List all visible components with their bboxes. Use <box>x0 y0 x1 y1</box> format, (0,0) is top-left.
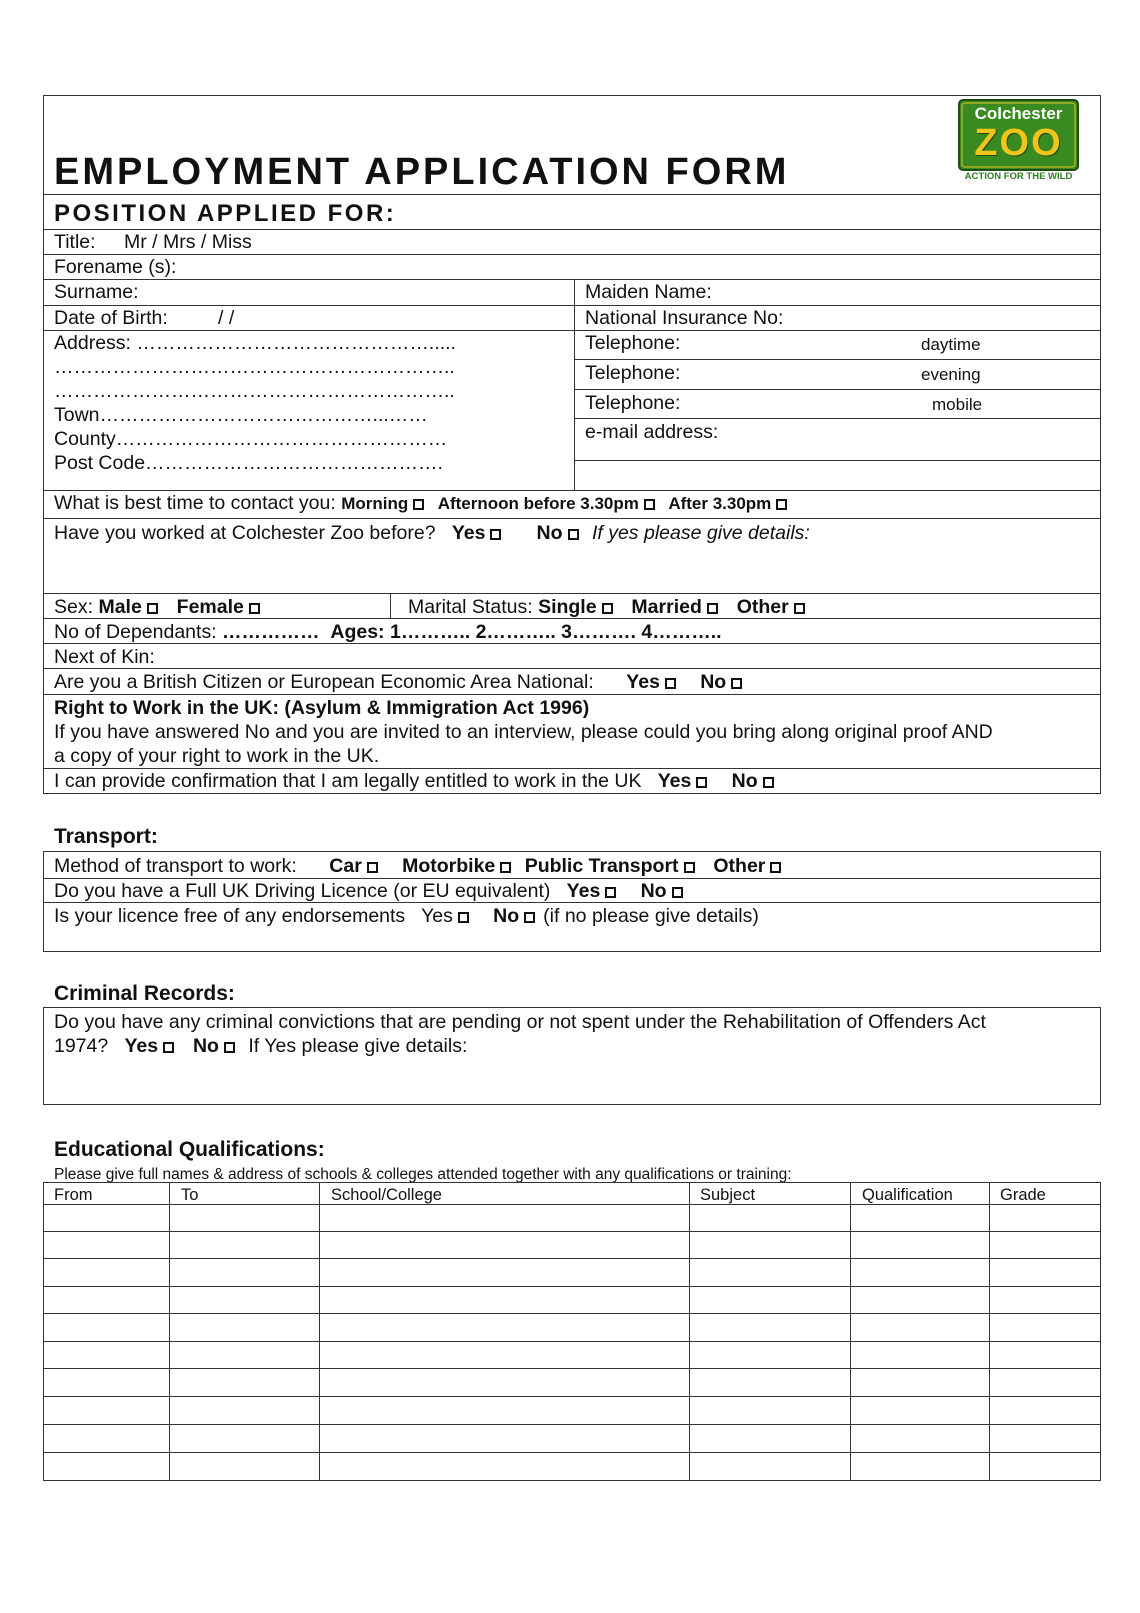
dob-slashes: / / <box>218 307 235 329</box>
transport-other-checkbox[interactable] <box>770 862 781 873</box>
motorbike-checkbox[interactable] <box>500 862 511 873</box>
citizen-yes-checkbox[interactable] <box>665 678 676 689</box>
motorbike-option: Motorbike <box>402 855 496 877</box>
citizen-row <box>54 671 750 693</box>
logo-tagline: ACTION FOR THE WILD <box>964 171 1073 182</box>
dependants-ages: Ages: 1……….. 2……….. 3………. 4……….. <box>330 621 722 643</box>
criminal-answer-row <box>54 1035 467 1057</box>
marital-other-checkbox[interactable] <box>794 603 805 614</box>
divider <box>574 460 1101 461</box>
colchester-zoo-logo <box>958 99 1079 183</box>
table-row-divider <box>43 1231 1101 1232</box>
column-header-school: School/College <box>331 1186 442 1204</box>
marital-label: Marital Status: <box>408 596 533 618</box>
divider <box>43 618 1101 619</box>
table-column-divider <box>689 1182 690 1481</box>
table-column-divider <box>169 1182 170 1481</box>
worked-before-details: If yes please give details: <box>591 522 810 544</box>
title-label: Title: <box>54 231 96 253</box>
dependants-dots: …………… <box>222 621 320 643</box>
table-column-divider <box>989 1182 990 1481</box>
divider <box>43 229 1101 230</box>
next-of-kin-field[interactable]: Next of Kin: <box>54 646 155 668</box>
married-checkbox[interactable] <box>707 603 718 614</box>
car-option: Car <box>329 855 362 877</box>
column-header-from: From <box>54 1186 93 1204</box>
licence-yes-checkbox[interactable] <box>605 887 616 898</box>
county-field[interactable]: County…………………………………………… <box>54 428 448 450</box>
logo-text-zoo: ZOO <box>974 122 1063 164</box>
transport-method-row <box>54 855 789 877</box>
table-row-divider <box>43 1424 1101 1425</box>
female-option: Female <box>176 596 244 618</box>
single-checkbox[interactable] <box>602 603 613 614</box>
table-row-divider <box>43 1258 1101 1259</box>
telephone-mobile-label[interactable]: Telephone: <box>585 392 681 414</box>
endorsements-note: (if no please give details) <box>543 905 759 927</box>
right-to-work-text-2: a copy of your right to work in the UK. <box>54 745 380 767</box>
ni-field[interactable]: National Insurance No: <box>585 307 784 329</box>
criminal-yes-checkbox[interactable] <box>163 1042 174 1053</box>
column-header-grade: Grade <box>1000 1186 1046 1204</box>
divider <box>43 194 1101 195</box>
table-column-divider <box>850 1182 851 1481</box>
public-transport-checkbox[interactable] <box>684 862 695 873</box>
transport-method-label: Method of transport to work: <box>54 855 297 877</box>
criminal-question: Do you have any criminal convictions that are pending or not spent under the Rehabilitation of Offenders Act <box>54 1011 986 1033</box>
form-title: EMPLOYMENT APPLICATION FORM <box>54 151 790 193</box>
after-option: After 3.30pm <box>668 494 772 513</box>
criminal-year: 1974? <box>54 1035 109 1057</box>
divider <box>43 668 1101 669</box>
right-to-work-no: No <box>731 770 758 792</box>
criminal-details: If Yes please give details: <box>248 1035 468 1057</box>
public-transport-option: Public Transport <box>524 855 679 877</box>
worked-before-question: Have you worked at Colchester Zoo before? <box>54 522 436 544</box>
address-field[interactable]: Address: ………………………………………..... <box>54 332 456 354</box>
divider <box>574 359 1101 360</box>
car-checkbox[interactable] <box>367 862 378 873</box>
other-option: Other <box>736 596 789 618</box>
education-instructions: Please give full names & address of schools & colleges attended together with any qualifications or training: <box>54 1166 792 1183</box>
table-row-divider <box>43 1396 1101 1397</box>
right-to-work-no-checkbox[interactable] <box>763 777 774 788</box>
contact-time-row <box>54 492 795 515</box>
telephone-daytime-hint: daytime <box>921 335 981 354</box>
single-option: Single <box>538 596 597 618</box>
maiden-name-field[interactable]: Maiden Name: <box>585 281 712 303</box>
endorsements-row <box>54 905 759 927</box>
divider <box>43 902 1101 903</box>
worked-before-no: No <box>536 522 563 544</box>
endorsements-yes-checkbox[interactable] <box>458 912 469 923</box>
column-divider <box>574 279 575 490</box>
citizen-no: No <box>700 671 727 693</box>
title-options[interactable]: Mr / Mrs / Miss <box>124 231 252 253</box>
criminal-no-checkbox[interactable] <box>224 1042 235 1053</box>
education-table <box>43 1182 1101 1481</box>
married-option: Married <box>631 596 702 618</box>
dependants-label: No of Dependants: <box>54 621 217 643</box>
divider <box>43 518 1101 519</box>
divider <box>43 593 1101 594</box>
divider <box>43 878 1101 879</box>
table-row-divider <box>43 1341 1101 1342</box>
telephone-daytime-label[interactable]: Telephone: <box>585 332 681 354</box>
endorsements-question: Is your licence free of any endorsements <box>54 905 406 927</box>
contact-time-question: What is best time to contact you: <box>54 492 336 514</box>
marital-row <box>408 596 813 618</box>
divider <box>43 305 1101 306</box>
right-to-work-heading: Right to Work in the UK: (Asylum & Immigration Act 1996) <box>54 697 590 719</box>
telephone-evening-label[interactable]: Telephone: <box>585 362 681 384</box>
licence-yes: Yes <box>566 880 601 902</box>
table-column-divider <box>319 1182 320 1481</box>
logo-text-colchester: Colchester <box>974 104 1063 123</box>
table-row-divider <box>43 1313 1101 1314</box>
endorsements-no-checkbox[interactable] <box>524 912 535 923</box>
licence-question: Do you have a Full UK Driving Licence (or EU equivalent) <box>54 880 551 902</box>
right-to-work-confirm: I can provide confirmation that I am legally entitled to work in the UK <box>54 770 642 792</box>
divider <box>43 279 1101 280</box>
telephone-evening-hint: evening <box>921 365 981 384</box>
transport-other-option: Other <box>713 855 766 877</box>
telephone-mobile-hint: mobile <box>932 395 983 414</box>
right-to-work-text: If you have answered No and you are invited to an interview, please could you bring along original proof AND <box>54 721 993 743</box>
endorsements-no: No <box>493 905 520 927</box>
criminal-yes: Yes <box>124 1035 159 1057</box>
afternoon-checkbox[interactable] <box>644 499 655 510</box>
right-to-work-confirm-row <box>54 770 782 792</box>
criminal-records-heading: Criminal Records: <box>54 982 235 1005</box>
divider <box>43 330 1101 331</box>
column-header-subject: Subject <box>700 1186 756 1204</box>
worked-before-yes: Yes <box>451 522 486 544</box>
dob-field[interactable]: Date of Birth: <box>54 307 168 329</box>
licence-no-checkbox[interactable] <box>672 887 683 898</box>
address-line-2[interactable]: …………………………………………………….. <box>54 356 455 378</box>
column-header-to: To <box>181 1186 199 1204</box>
surname-field[interactable]: Surname: <box>54 281 139 303</box>
table-row-divider <box>43 1368 1101 1369</box>
table-row-divider <box>43 1286 1101 1287</box>
forename-field[interactable]: Forename (s): <box>54 256 177 278</box>
criminal-no: No <box>192 1035 219 1057</box>
right-to-work-yes: Yes <box>657 770 692 792</box>
email-field[interactable]: e-mail address: <box>585 421 719 443</box>
morning-checkbox[interactable] <box>413 499 424 510</box>
divider <box>574 418 1101 419</box>
right-to-work-yes-checkbox[interactable] <box>696 777 707 788</box>
worked-before-row <box>54 522 810 544</box>
endorsements-yes: Yes <box>421 905 453 927</box>
after-checkbox[interactable] <box>776 499 787 510</box>
column-header-qualification: Qualification <box>862 1186 953 1204</box>
worked-before-yes-checkbox[interactable] <box>490 529 501 540</box>
address-line-3[interactable]: …………………………………………………….. <box>54 380 455 402</box>
divider <box>43 768 1101 769</box>
town-field[interactable]: Town……………………………………...…… <box>54 404 428 426</box>
divider <box>574 389 1101 390</box>
worked-before-no-checkbox[interactable] <box>568 529 579 540</box>
table-row-divider <box>43 1452 1101 1453</box>
position-applied-for: POSITION APPLIED FOR: <box>54 200 397 227</box>
morning-option: Morning <box>341 494 409 513</box>
transport-heading: Transport: <box>54 825 158 848</box>
sex-label: Sex: <box>54 596 94 618</box>
postcode-field[interactable]: Post Code………………………………………. <box>54 452 443 474</box>
citizen-question: Are you a British Citizen or European Economic Area National: <box>54 671 594 693</box>
divider <box>43 643 1101 644</box>
column-divider <box>390 593 391 618</box>
dependants-row[interactable] <box>54 621 722 643</box>
female-checkbox[interactable] <box>249 603 260 614</box>
divider <box>43 490 1101 491</box>
divider <box>43 254 1101 255</box>
education-heading: Educational Qualifications: <box>54 1138 325 1161</box>
citizen-yes: Yes <box>626 671 660 693</box>
divider <box>43 694 1101 695</box>
male-checkbox[interactable] <box>147 603 158 614</box>
citizen-no-checkbox[interactable] <box>731 678 742 689</box>
male-option: Male <box>98 596 142 618</box>
sex-row <box>54 596 268 618</box>
afternoon-option: Afternoon before 3.30pm <box>437 494 639 513</box>
licence-no: No <box>640 880 667 902</box>
licence-row <box>54 880 691 902</box>
